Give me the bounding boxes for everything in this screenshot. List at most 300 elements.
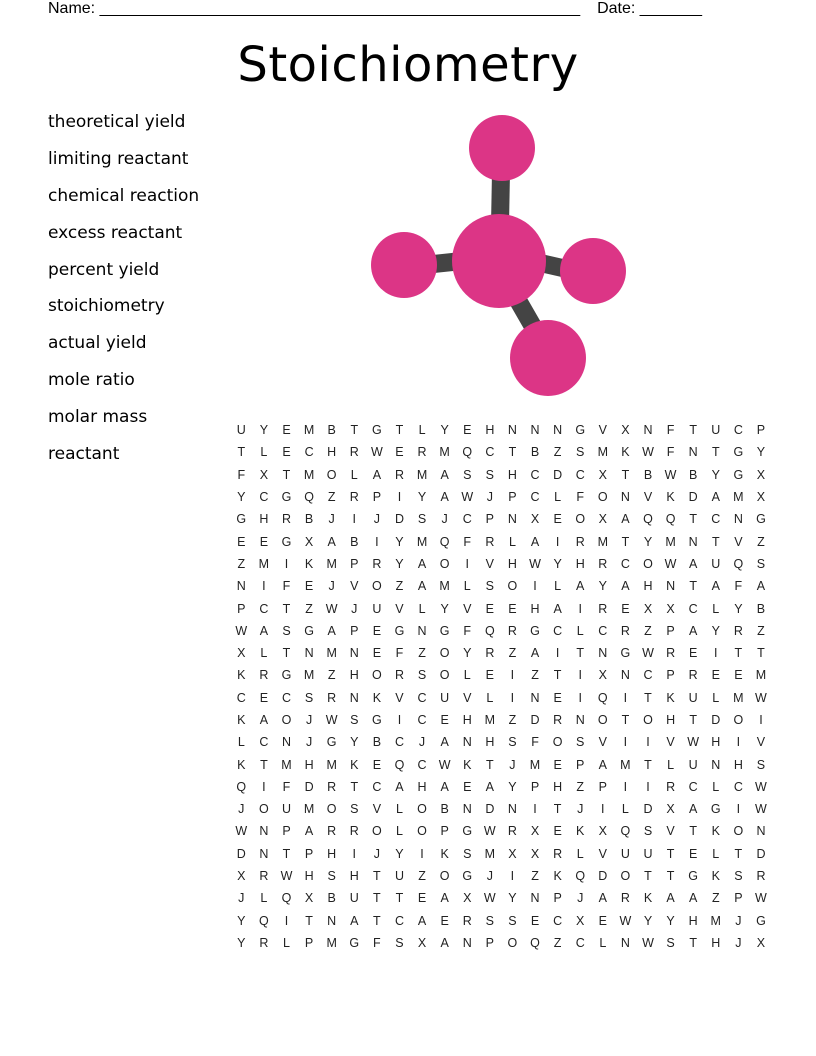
word-list-item: limiting reactant	[48, 148, 189, 169]
grid-letter: N	[711, 757, 721, 772]
grid-letter: V	[666, 735, 675, 750]
grid-letter: I	[397, 713, 402, 727]
grid-letter: Q	[620, 824, 631, 839]
grid-row	[230, 508, 772, 530]
grid-letter: E	[282, 423, 291, 438]
grid-letter: H	[507, 556, 517, 571]
grid-letter: A	[440, 467, 449, 482]
grid-letter: L	[554, 579, 562, 594]
grid-letter: D	[598, 869, 608, 884]
grid-letter: X	[666, 802, 675, 817]
grid-letter: A	[530, 646, 540, 661]
grid-letter: K	[463, 757, 472, 772]
grid-letter: P	[304, 935, 314, 950]
grid-letter: T	[373, 869, 381, 884]
grid-letter: S	[508, 735, 517, 750]
grid-letter: Q	[236, 779, 247, 794]
grid-letter: I	[352, 846, 356, 861]
grid-row	[230, 486, 772, 508]
grid-letter: O	[575, 512, 586, 527]
grid-letter: I	[714, 646, 718, 661]
grid-letter: R	[259, 869, 269, 884]
grid-letter: J	[418, 735, 426, 750]
grid-letter: N	[462, 935, 472, 950]
grid-letter: T	[666, 846, 675, 861]
grid-letter: A	[689, 623, 698, 638]
grid-letter: B	[350, 534, 359, 549]
grid-letter: U	[688, 757, 698, 772]
grid-letter: L	[486, 690, 494, 705]
grid-letter: F	[282, 579, 291, 594]
grid-letter: R	[462, 913, 472, 928]
grid-row	[230, 887, 772, 909]
grid-letter: H	[327, 846, 337, 861]
grid-letter: T	[621, 534, 630, 549]
grid-letter: Z	[508, 646, 517, 661]
grid-letter: U	[394, 869, 404, 884]
grid-letter: Y	[463, 646, 472, 661]
grid-letter: O	[507, 579, 518, 594]
grid-letter: R	[394, 668, 404, 683]
grid-letter: O	[643, 713, 653, 727]
grid-letter: J	[735, 913, 742, 928]
grid-letter: J	[509, 757, 516, 772]
grid-letter: X	[756, 935, 766, 950]
grid-letter: G	[756, 913, 766, 928]
grid-row	[230, 731, 772, 753]
grid-letter: U	[372, 601, 382, 616]
grid-letter: I	[397, 490, 402, 505]
grid-letter: W	[755, 802, 767, 817]
grid-letter: W	[755, 779, 767, 794]
grid-row	[230, 642, 772, 664]
grid-letter: C	[711, 512, 721, 527]
grid-letter: S	[417, 512, 427, 527]
grid-letter: J	[328, 512, 335, 527]
grid-letter: F	[395, 646, 404, 661]
grid-letter: M	[597, 445, 608, 460]
grid-letter: O	[371, 579, 382, 594]
grid-letter: A	[440, 935, 449, 950]
grid-row	[230, 865, 772, 887]
grid-letter: O	[326, 467, 337, 482]
grid-letter: F	[463, 534, 472, 549]
grid-row	[230, 798, 772, 820]
grid-letter: Z	[531, 869, 539, 884]
grid-letter: L	[712, 690, 720, 705]
date-field-label: Date: _______	[597, 0, 703, 17]
grid-letter: I	[646, 735, 650, 750]
grid-row	[230, 776, 772, 798]
grid-letter: R	[259, 935, 269, 950]
grid-letter: E	[372, 757, 382, 772]
grid-letter: O	[733, 824, 744, 839]
grid-letter: S	[395, 935, 404, 950]
grid-letter: Q	[643, 512, 653, 527]
grid-letter: G	[304, 623, 314, 638]
grid-letter: G	[371, 423, 382, 438]
grid-letter: H	[304, 869, 314, 884]
grid-letter: P	[530, 779, 540, 794]
grid-letter: E	[553, 757, 562, 772]
grid-letter: U	[281, 802, 291, 817]
grid-letter: H	[575, 556, 585, 571]
grid-letter: G	[281, 668, 292, 683]
grid-letter: K	[553, 869, 562, 884]
grid-letter: S	[485, 467, 494, 482]
grid-letter: N	[575, 713, 585, 727]
grid-letter: P	[282, 824, 291, 839]
grid-letter: B	[689, 467, 698, 482]
grid-letter: P	[508, 490, 517, 505]
grid-letter: W	[280, 869, 293, 884]
word-list-item: actual yield	[48, 333, 147, 354]
grid-letter: N	[620, 935, 630, 950]
grid-letter: U	[711, 423, 721, 438]
grid-letter: U	[620, 846, 630, 861]
grid-letter: I	[262, 579, 266, 594]
grid-letter: K	[621, 445, 630, 460]
grid-letter: M	[665, 534, 676, 549]
grid-letter: P	[576, 757, 585, 772]
grid-letter: Y	[237, 490, 246, 505]
grid-letter: X	[304, 891, 314, 906]
grid-letter: E	[463, 779, 472, 794]
page-title: Stoichiometry	[237, 37, 579, 93]
grid-letter: C	[530, 490, 540, 505]
grid-letter: J	[441, 512, 448, 527]
grid-letter: C	[688, 779, 698, 794]
atom-left	[371, 232, 437, 298]
grid-letter: M	[416, 467, 428, 482]
grid-letter: J	[486, 490, 493, 505]
grid-letter: T	[282, 467, 291, 482]
grid-letter: N	[530, 690, 540, 705]
grid-letter: Y	[643, 913, 653, 928]
grid-letter: I	[623, 779, 628, 794]
grid-letter: E	[440, 713, 449, 727]
grid-letter: V	[350, 579, 359, 594]
grid-letter: S	[304, 690, 314, 705]
grid-letter: I	[623, 735, 628, 750]
grid-letter: K	[304, 556, 314, 571]
grid-letter: V	[485, 556, 494, 571]
grid-letter: Y	[350, 735, 359, 750]
grid-letter: A	[689, 802, 698, 817]
grid-letter: L	[463, 579, 471, 594]
grid-letter: M	[620, 757, 631, 772]
grid-letter: E	[553, 512, 562, 527]
grid-letter: C	[553, 913, 563, 928]
grid-letter: L	[621, 802, 629, 817]
grid-letter: H	[553, 779, 563, 794]
grid-letter: I	[510, 869, 515, 884]
grid-letter: O	[439, 556, 450, 571]
grid-letter: L	[712, 779, 720, 794]
grid-letter: T	[689, 579, 697, 594]
grid-letter: I	[578, 690, 582, 705]
grid-letter: J	[328, 579, 335, 594]
grid-letter: C	[281, 690, 291, 705]
grid-letter: P	[598, 779, 607, 794]
grid-letter: K	[237, 757, 246, 772]
grid-letter: L	[576, 846, 584, 861]
grid-letter: E	[372, 646, 382, 661]
grid-letter: S	[327, 869, 336, 884]
grid-letter: C	[372, 779, 382, 794]
grid-letter: P	[734, 891, 743, 906]
grid-letter: E	[463, 423, 472, 438]
grid-letter: A	[689, 891, 698, 906]
grid-letter: S	[666, 935, 675, 950]
grid-letter: J	[577, 802, 584, 817]
grid-letter: T	[689, 824, 697, 839]
grid-letter: X	[756, 467, 766, 482]
grid-letter: H	[507, 467, 517, 482]
grid-letter: R	[485, 646, 495, 661]
grid-letter: K	[372, 690, 382, 705]
grid-row	[230, 597, 772, 619]
grid-letter: H	[327, 445, 337, 460]
grid-letter: S	[350, 802, 359, 817]
grid-letter: W	[370, 445, 383, 460]
grid-letter: C	[620, 556, 630, 571]
grid-letter: Q	[733, 556, 744, 571]
grid-letter: V	[372, 802, 382, 817]
grid-letter: Z	[757, 534, 765, 549]
atom-center	[452, 214, 546, 308]
grid-letter: E	[282, 445, 291, 460]
grid-letter: J	[486, 869, 493, 884]
grid-letter: E	[530, 913, 540, 928]
grid-letter: N	[507, 512, 517, 527]
grid-letter: W	[664, 467, 677, 482]
grid-letter: N	[620, 668, 630, 683]
grid-letter: X	[463, 891, 472, 906]
grid-letter: S	[734, 869, 743, 884]
grid-letter: E	[485, 601, 494, 616]
grid-letter: P	[756, 423, 766, 438]
grid-letter: N	[598, 646, 608, 661]
grid-letter: L	[576, 623, 584, 638]
grid-letter: M	[281, 757, 292, 772]
grid-letter: G	[733, 445, 744, 460]
grid-letter: I	[736, 735, 741, 750]
grid-letter: X	[530, 824, 540, 839]
grid-letter: Y	[395, 846, 404, 861]
grid-letter: R	[598, 601, 608, 616]
grid-letter: C	[530, 467, 540, 482]
grid-letter: M	[303, 668, 315, 683]
grid-letter: O	[733, 713, 744, 727]
grid-letter: C	[553, 623, 563, 638]
grid-letter: T	[644, 869, 652, 884]
grid-letter: R	[281, 512, 291, 527]
grid-letter: Z	[531, 668, 539, 683]
grid-letter: C	[417, 757, 427, 772]
grid-letter: P	[666, 623, 675, 638]
atom-right	[560, 238, 626, 304]
word-list	[48, 110, 199, 479]
grid-letter: N	[259, 846, 269, 861]
grid-row	[230, 932, 772, 954]
grid-letter: S	[756, 757, 766, 772]
grid-letter: M	[439, 445, 450, 460]
grid-letter: W	[755, 891, 767, 906]
grid-letter: H	[688, 913, 698, 928]
grid-letter: X	[259, 467, 269, 482]
grid-letter: C	[733, 779, 743, 794]
grid-letter: L	[418, 601, 426, 616]
grid-letter: N	[530, 423, 540, 438]
grid-letter: T	[282, 646, 291, 661]
grid-letter: I	[555, 534, 560, 549]
grid-letter: I	[420, 846, 424, 861]
grid-letter: R	[259, 668, 269, 683]
grid-letter: R	[553, 846, 563, 861]
grid-letter: X	[598, 512, 607, 527]
grid-letter: R	[349, 824, 359, 839]
grid-letter: J	[373, 512, 380, 527]
grid-row	[230, 620, 772, 642]
grid-letter: O	[326, 802, 337, 817]
grid-letter: D	[530, 713, 540, 727]
grid-letter: G	[710, 802, 721, 817]
word-list-item: mole ratio	[48, 370, 135, 391]
grid-letter: U	[349, 891, 359, 906]
grid-letter: R	[327, 690, 337, 705]
word-list-item: excess reactant	[48, 222, 183, 243]
grid-letter: I	[533, 802, 537, 817]
grid-letter: N	[507, 423, 517, 438]
grid-letter: M	[258, 556, 270, 571]
grid-letter: V	[463, 601, 472, 616]
grid-letter: Z	[305, 601, 313, 616]
grid-letter: M	[484, 713, 496, 727]
grid-letter: Z	[418, 646, 426, 661]
grid-letter: M	[733, 690, 744, 705]
grid-letter: W	[325, 601, 338, 616]
grid-letter: H	[485, 735, 495, 750]
grid-letter: T	[644, 757, 652, 772]
grid-letter: I	[375, 534, 379, 549]
grid-letter: L	[260, 646, 268, 661]
grid-letter: C	[575, 935, 585, 950]
grid-letter: A	[666, 891, 675, 906]
grid-letter: R	[327, 779, 337, 794]
molecule-icon	[360, 108, 640, 408]
grid-row	[230, 530, 772, 552]
grid-letter: O	[417, 824, 427, 839]
grid-letter: Y	[259, 423, 269, 438]
grid-letter: G	[756, 512, 766, 527]
grid-letter: N	[417, 623, 427, 638]
grid-letter: V	[395, 601, 404, 616]
grid-letter: C	[394, 913, 404, 928]
grid-letter: T	[282, 601, 291, 616]
grid-letter: H	[349, 668, 359, 683]
grid-letter: V	[756, 735, 766, 750]
grid-row	[230, 464, 772, 486]
grid-letter: G	[733, 467, 744, 482]
grid-letter: G	[349, 935, 360, 950]
grid-letter: F	[576, 490, 585, 505]
grid-row	[230, 441, 772, 463]
header-row	[48, 0, 702, 18]
grid-letter: P	[350, 623, 359, 638]
grid-letter: K	[237, 668, 246, 683]
grid-letter: Q	[575, 869, 586, 884]
atom-top	[469, 115, 535, 181]
grid-letter: O	[439, 646, 450, 661]
name-field-label: Name: ______________________________________________________	[48, 0, 581, 17]
grid-letter: H	[711, 935, 721, 950]
grid-letter: E	[711, 668, 720, 683]
grid-letter: I	[533, 579, 537, 594]
grid-letter: C	[236, 690, 246, 705]
grid-letter: A	[440, 490, 449, 505]
grid-letter: X	[756, 490, 766, 505]
grid-letter: C	[575, 467, 585, 482]
grid-letter: S	[463, 467, 472, 482]
grid-letter: W	[461, 490, 474, 505]
grid-letter: J	[305, 735, 313, 750]
grid-letter: G	[439, 623, 450, 638]
grid-letter: U	[236, 423, 246, 438]
grid-letter: K	[440, 846, 449, 861]
grid-letter: E	[689, 846, 698, 861]
grid-letter: M	[416, 534, 428, 549]
grid-letter: B	[756, 601, 766, 616]
grid-letter: L	[350, 467, 358, 482]
grid-letter: M	[303, 467, 315, 482]
grid-letter: L	[260, 445, 268, 460]
grid-letter: L	[712, 846, 720, 861]
grid-letter: Q	[665, 512, 676, 527]
grid-letter: C	[304, 445, 314, 460]
grid-letter: P	[485, 512, 494, 527]
grid-letter: Q	[394, 757, 405, 772]
grid-letter: I	[759, 713, 763, 727]
grid-letter: G	[575, 423, 586, 438]
grid-letter: I	[555, 646, 560, 661]
grid-letter: E	[734, 668, 743, 683]
word-list-item: chemical reaction	[48, 185, 200, 206]
grid-letter: Z	[644, 623, 652, 638]
grid-letter: A	[417, 556, 427, 571]
grid-letter: O	[259, 802, 269, 817]
grid-letter: S	[417, 668, 427, 683]
grid-letter: R	[733, 623, 743, 638]
grid-letter: O	[643, 556, 653, 571]
grid-row	[230, 575, 772, 597]
grid-letter: N	[688, 445, 698, 460]
grid-letter: R	[666, 779, 676, 794]
grid-letter: H	[643, 579, 653, 594]
grid-letter: Y	[553, 556, 562, 571]
grid-letter: S	[463, 846, 472, 861]
grid-letter: L	[395, 824, 403, 839]
grid-letter: G	[281, 534, 292, 549]
grid-letter: O	[371, 668, 382, 683]
grid-letter: Y	[395, 556, 404, 571]
grid-letter: T	[373, 913, 381, 928]
grid-letter: O	[439, 668, 450, 683]
grid-letter: M	[710, 913, 721, 928]
grid-letter: W	[755, 690, 767, 705]
grid-letter: P	[372, 490, 382, 505]
grid-letter: G	[620, 646, 631, 661]
